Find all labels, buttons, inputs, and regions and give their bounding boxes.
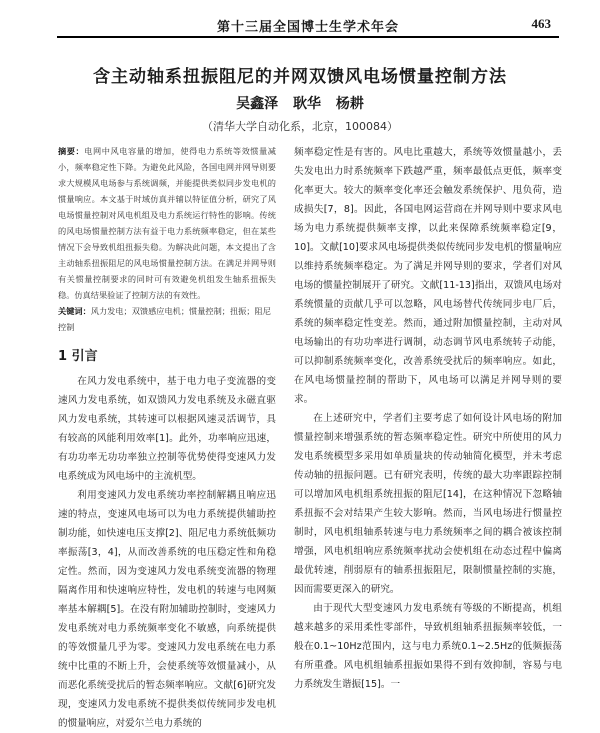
- page-number: 463: [531, 16, 551, 31]
- left-column: [58, 143, 276, 733]
- intro-paragraph-2: 利用变速风力发电系统功率控制解耦且响应迅速的特点，变速风电场可以为电力系统提供辅助控制功能，如快速电压支撑[2]、阻尼电力系统低频功率振荡[3，4]，从而改善系统的电压稳定性和角稳定性。然而，因为变速风力发电系统变流器的物理隔离作用和快速响应特性，发电机的转速与电网频率基本解耦[5]。在没有附加辅助控制时，变速风力发电系统对电力系统频率变化不敏感，向系统提供的等效惯量几乎为零。变速风力发电系统在电力系统中比重的不断上升，会使系统等效惯量减小，从而恶化系统受扰后的暂态频率响应。文献[6]研究发现，变速风力发电系统不提供类似传统同步发电机的惯量响应，对爱尔兰电力系统的: [58, 490, 276, 729]
- keywords-label: 关键词：: [58, 306, 91, 316]
- running-header: [57, 14, 559, 38]
- abstract: [58, 143, 276, 303]
- paper-title: 含主动轴系扭振阻尼的并网双馈风电场惯量控制方法: [93, 67, 507, 87]
- right-paragraph-3: 由于现代大型变速风力发电系统有等级的不断提高，机组越来越多的采用柔性零部件，导致机组轴系扭振频率较低，一般在0.1~10Hz范围内，这与电力系统0.1~2.5Hz的低频振荡有所重叠。风电机组轴系扭振如果得不到有效抑制，容易与电力系统发生谐振[15]。一: [294, 603, 562, 690]
- keywords-text: 风力发电；双馈感应电机；惯量控制；扭振；阻尼控制: [58, 306, 271, 332]
- intro-paragraph-1: 在风力发电系统中，基于电力电子变流器的变速风力发电系统，如双馈风力发电系统及永磁直驱风力发电系统，其转速可以根据风速灵活调节，具有较高的风能利用效率[1]。此外，功率响应迅速，有功功率无功功率独立控制等优势使得变速风力发电系统成为风电场中的主流机型。: [58, 376, 276, 482]
- section-heading-introduction: 1 引言: [58, 349, 98, 364]
- paper-authors: 吴鑫泽 耿华 杨耕: [236, 96, 364, 112]
- right-paragraph-2: 在上述研究中，学者们主要考虑了如何设计风电场的附加惯量控制来增强系统的暂态频率稳定性。研究中所使用的风力发电系统模型多采用如单质量块的传动轴简化模型，并未考虑传动轴的扭振问题。已有研究表明，传统的最大功率跟踪控制可以增加风电机组系统扭振的阻尼[14]，在这种情况下忽略轴系扭振不会对结果产生较大影响。然而，当风电场进行惯量控制时，风电机组轴系转速与电力系统频率之间的耦合被该控制增强，风电机组响应系统频率扰动会使机组在动态过程中偏离最优转速，削弱原有的轴系扭振阻尼，限制惯量控制的实施，因而需要更深入的研究。: [294, 413, 562, 595]
- paper-affiliation: （清华大学自动化系，北京，100084）: [202, 120, 398, 133]
- abstract-text: 电网中风电容量的增加，使得电力系统等效惯量减小，频率稳定性下降。为避免此风险，各国电网并网导则要求大规模风电场参与系统调频，并能提供类似同步发电机的惯量响应。本文基于时域仿真并辅以特征值分析，研究了风电场惯量控制对风电机组及电力系统运行特性的影响。传统的风电场惯量控制方法有益于电力系统频率稳定，但在某些情况下会导致机组扭振失稳。为解决此问题，本文提出了含主动轴系扭振阻尼的风电场惯量控制方法。在满足并网导则有关惯量控制要求的同时可有效避免机组发生轴系扭振失稳。仿真结果验证了控制方法的有效性。: [58, 146, 276, 300]
- right-column: [294, 143, 562, 694]
- conference-name: 第十三届全国博士生学术年会: [217, 20, 400, 35]
- right-paragraph-1: 频率稳定性是有害的。风电比重越大，系统等效惯量越小，丢失发电出力时系统频率下跌越严重，频率最低点更低，频率变化率更大。较大的频率变化率还会触发系统保护、甩负荷，造成损失[7，8]。因此，各国电网运营商在并网导则中要求风电场为电力系统提供频率支撑，以此来保障系统频率稳定[9，10]。文献[10]要求风电场提供类似传统同步发电机的惯量响应以维持系统频率稳定。为了满足并网导则的要求，学者们对风电场的惯量控制展开了研究。文献[11-13]指出，双馈风电场对系统惯量的贡献几乎可以忽略，风电场替代传统同步电厂后，系统的频率稳定性变差。然而，通过附加惯量控制，主动对风电场输出的有功功率进行调制，动态调节风电系统转子动能，可以抑制系统频率变化，改善系统受扰后的频率响应。如此，在风电场惯量控制的帮助下，风电场可以满足并网导则的要求。: [294, 147, 562, 405]
- abstract-label: 摘要：: [58, 146, 85, 156]
- keywords: [58, 303, 276, 335]
